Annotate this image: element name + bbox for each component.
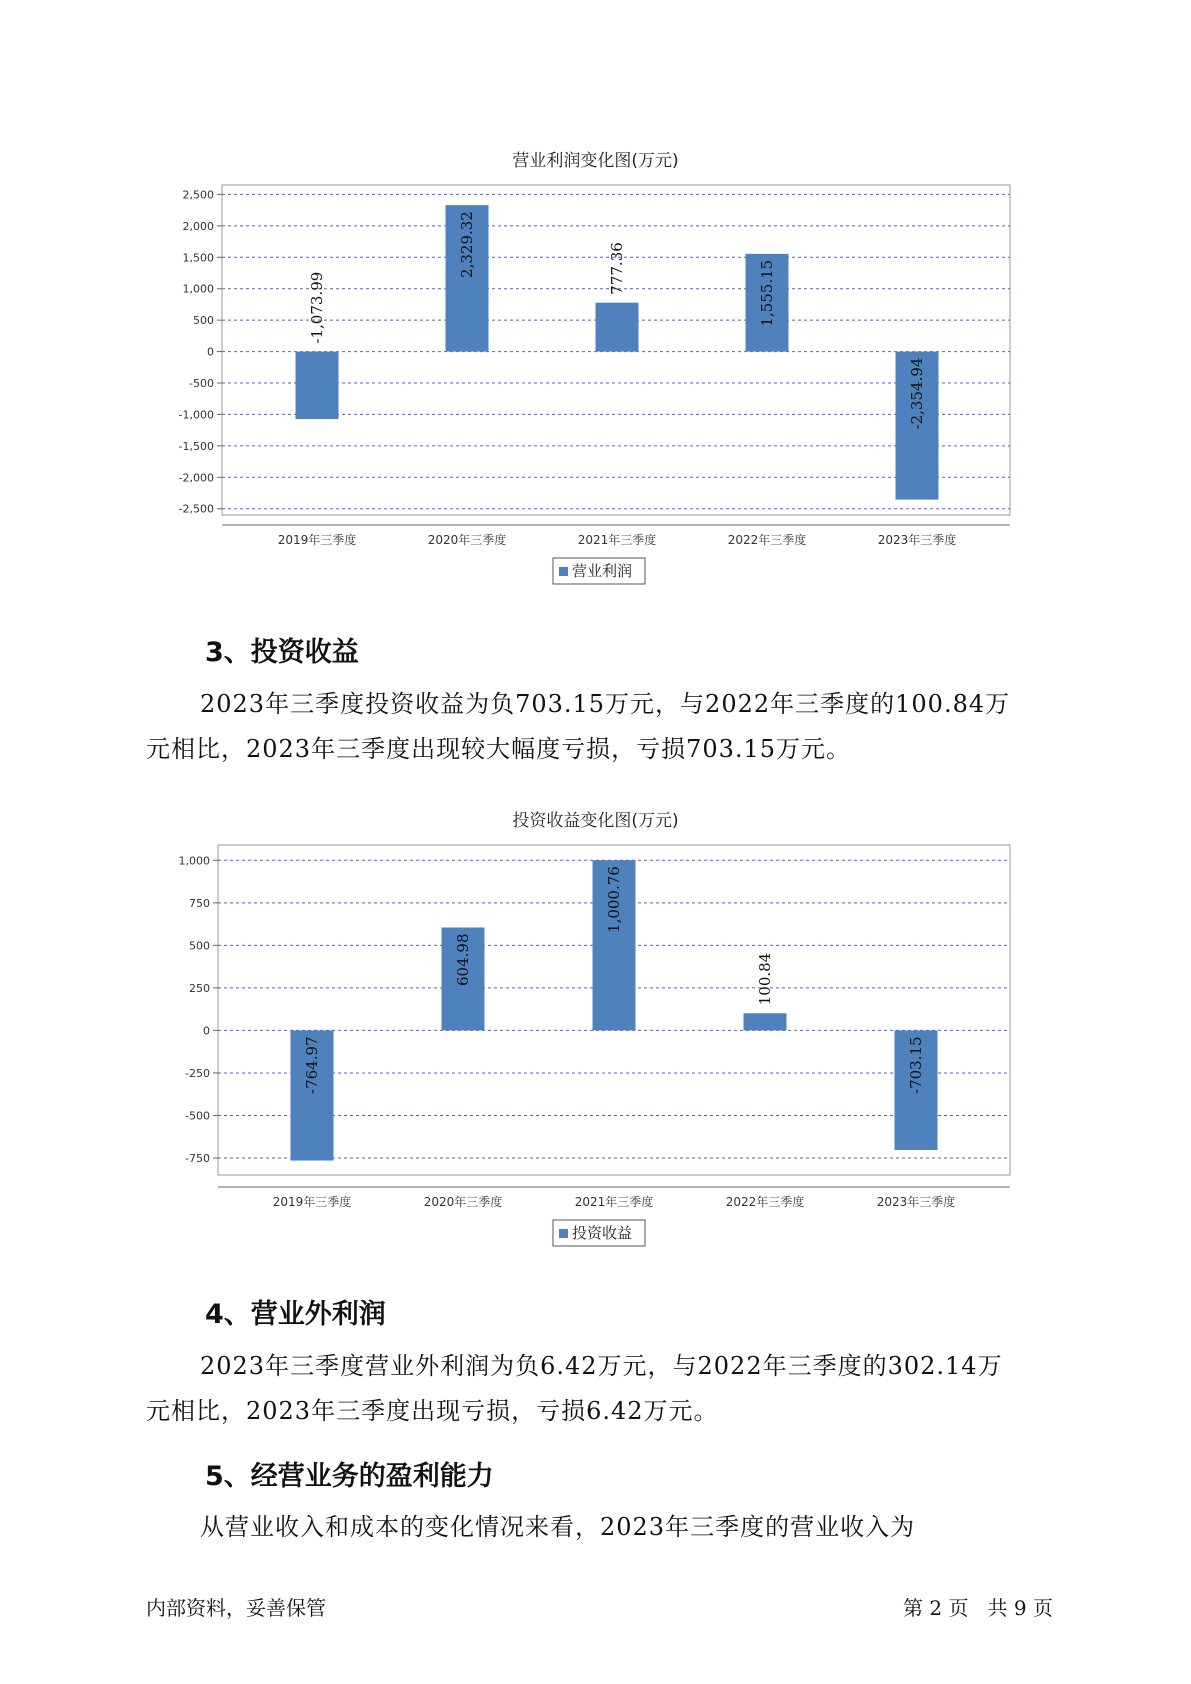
paragraph-line: 2023年三季度投资收益为负703.15万元，与2022年三季度的100.84万 <box>200 690 1011 718</box>
value-label: 777.36 <box>608 242 626 295</box>
x-tick-label: 2021年三季度 <box>577 533 657 547</box>
value-label: 100.84 <box>756 952 774 1006</box>
legend-swatch <box>559 567 568 576</box>
value-label: -764.97 <box>303 1036 321 1094</box>
legend-swatch <box>559 1229 568 1238</box>
y-tick-label: 500 <box>189 939 210 953</box>
paragraph-line: 2023年三季度营业外利润为负6.42万元，与2022年三季度的302.14万 <box>200 1352 1003 1380</box>
bar <box>744 1013 787 1030</box>
value-label: -703.15 <box>907 1036 925 1094</box>
x-tick-label: 2021年三季度 <box>574 1195 654 1209</box>
paragraph-line: 元相比，2023年三季度出现亏损，亏损6.42万元。 <box>146 1397 719 1425</box>
x-tick-label: 2020年三季度 <box>423 1195 503 1209</box>
x-tick-label: 2020年三季度 <box>427 533 507 547</box>
y-tick-label: -750 <box>185 1151 210 1165</box>
investment-income-chart <box>0 840 1191 1250</box>
y-tick-label: -250 <box>185 1066 210 1080</box>
section4-heading: 4、营业外利润 <box>205 1299 386 1330</box>
page-current: 第 2 页 <box>903 1596 969 1620</box>
y-tick-label: -1,000 <box>178 408 214 422</box>
chart1-title: 营业利润变化图(万元) <box>512 151 679 171</box>
section5-paragraph <box>146 1505 1046 1550</box>
y-tick-label: 500 <box>193 314 214 328</box>
y-tick-label: -1,500 <box>178 439 214 453</box>
footer-page-number <box>903 1592 1053 1621</box>
value-label: 2,329.32 <box>458 211 476 278</box>
y-tick-label: 2,500 <box>182 188 214 202</box>
page-total: 共 9 页 <box>987 1596 1053 1620</box>
paragraph-line: 从营业收入和成本的变化情况来看，2023年三季度的营业收入为 <box>200 1513 916 1541</box>
section4-paragraph <box>146 1344 1046 1434</box>
x-tick-label: 2022年三季度 <box>727 533 807 547</box>
y-tick-label: 750 <box>189 896 210 910</box>
y-tick-label: 1,000 <box>182 282 214 296</box>
bar <box>296 352 339 420</box>
y-tick-label: 1,500 <box>182 251 214 265</box>
legend-label: 营业利润 <box>572 562 633 580</box>
y-tick-label: 250 <box>189 981 210 995</box>
y-tick-label: -2,000 <box>178 471 214 485</box>
operating-profit-chart <box>0 180 1191 590</box>
y-tick-label: -500 <box>189 377 214 390</box>
y-tick-label: 1,000 <box>178 854 210 868</box>
y-tick-label: 2,000 <box>182 219 214 233</box>
value-label: 1,555.15 <box>758 259 776 327</box>
y-tick-label: 0 <box>207 345 214 359</box>
x-tick-label: 2023年三季度 <box>876 1195 956 1209</box>
value-label: -1,073.99 <box>308 271 326 344</box>
x-tick-label: 2022年三季度 <box>725 1195 805 1209</box>
value-label: 1,000.76 <box>605 866 623 933</box>
x-tick-label: 2019年三季度 <box>272 1195 352 1209</box>
value-label: 604.98 <box>454 933 472 987</box>
legend-label: 投资收益 <box>572 1224 633 1242</box>
x-tick-label: 2019年三季度 <box>277 533 357 547</box>
y-tick-label: 0 <box>203 1024 210 1038</box>
section3-heading: 3、投资收益 <box>205 637 359 668</box>
y-tick-label: -500 <box>185 1109 210 1123</box>
section3-paragraph <box>146 682 1046 772</box>
paragraph-line: 元相比，2023年三季度出现较大幅度亏损，亏损703.15万元。 <box>146 735 852 763</box>
footer-confidential-note: 内部资料，妥善保管 <box>146 1596 326 1620</box>
value-label: -2,354.94 <box>908 357 926 430</box>
x-tick-label: 2023年三季度 <box>877 533 957 547</box>
section5-heading: 5、经营业务的盈利能力 <box>205 1461 494 1492</box>
chart2-title: 投资收益变化图(万元) <box>512 811 679 831</box>
y-tick-label: -2,500 <box>178 502 214 516</box>
bar <box>596 303 639 352</box>
